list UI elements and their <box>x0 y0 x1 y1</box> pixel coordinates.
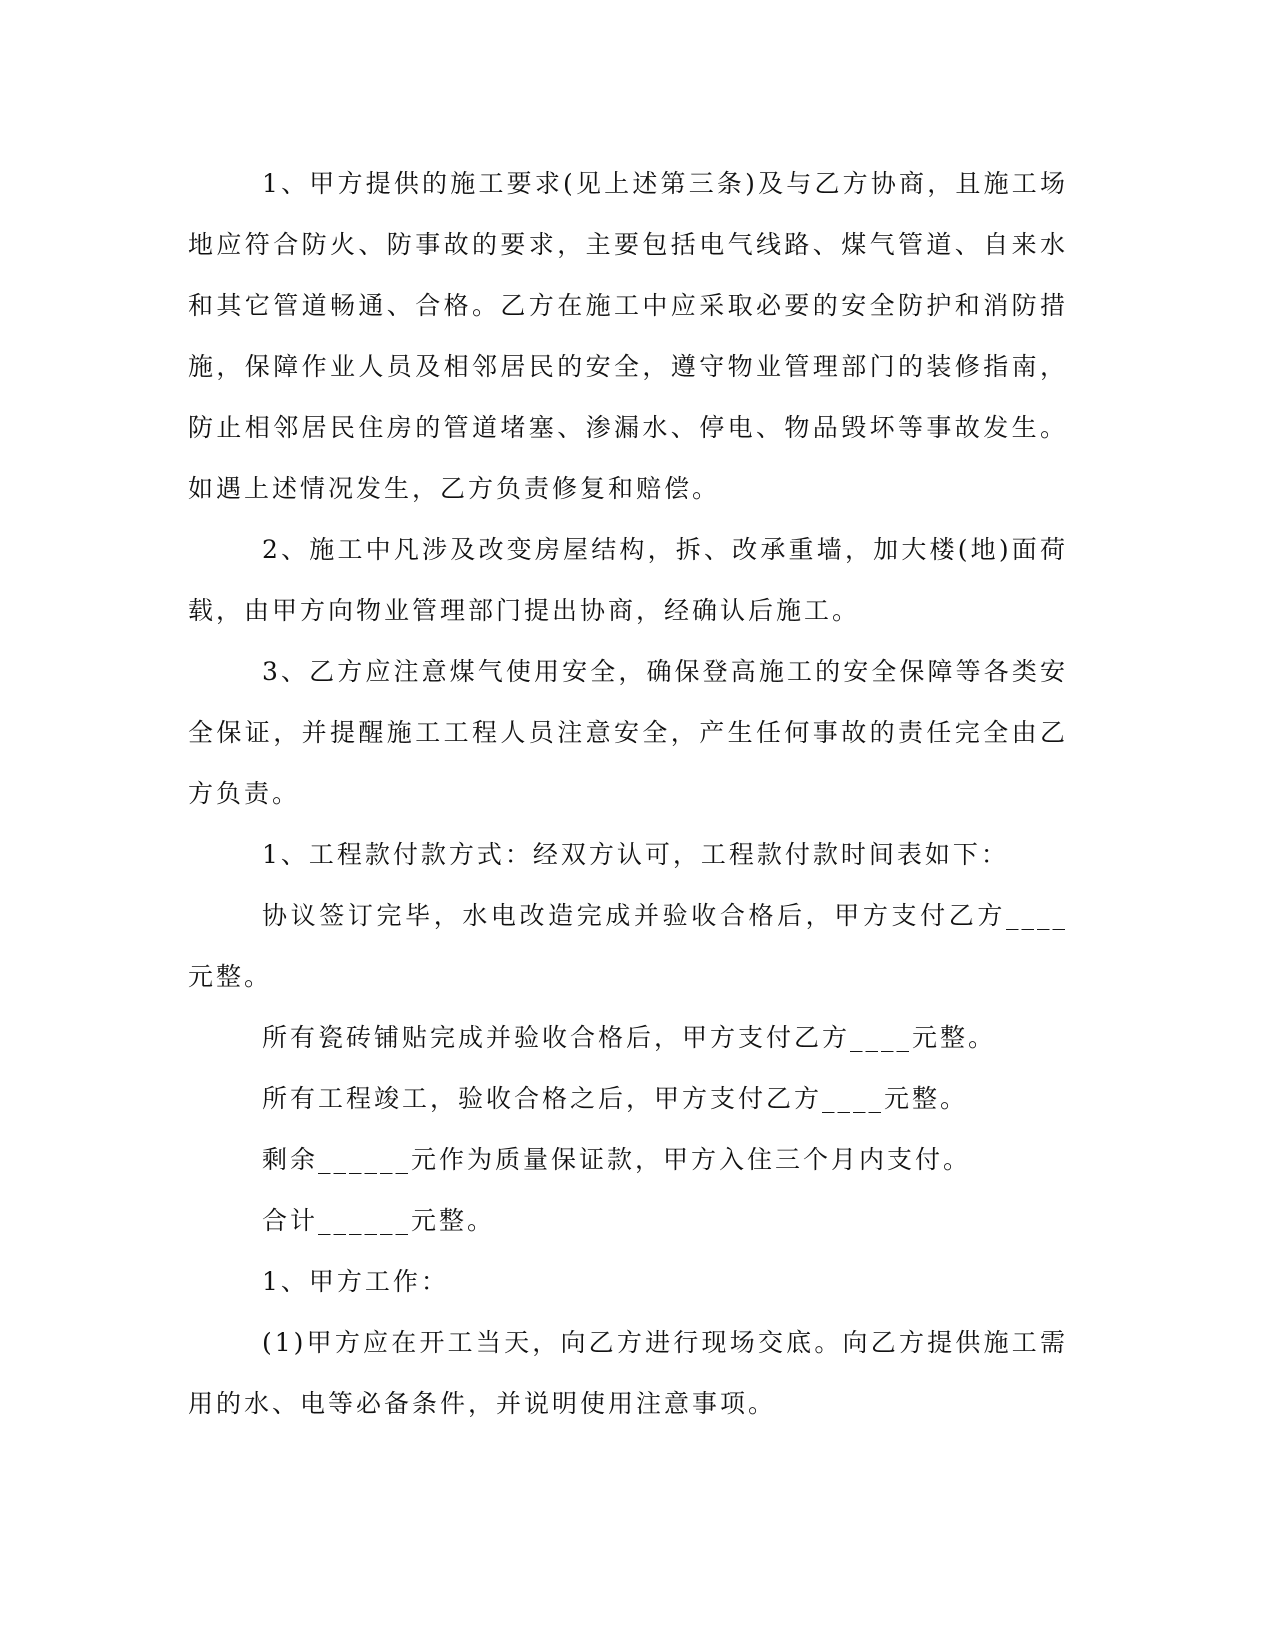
document-body <box>188 153 1068 1434</box>
paragraph-party-a-item-1: (1)甲方应在开工当天，向乙方进行现场交底。向乙方提供施工需用的水、电等必备条件，并说明使用注意事项。 <box>188 1328 1068 1418</box>
paragraph-payment-retention: 剩余______元作为质量保证款，甲方入住三个月内支付。 <box>262 1145 972 1174</box>
paragraph-payment-total: 合计______元整。 <box>262 1206 496 1235</box>
paragraph-gas-safety: 3、乙方应注意煤气使用安全，确保登高施工的安全保障等各类安全保证，并提醒施工工程人员注意安全，产生任何事故的责任完全由乙方负责。 <box>188 657 1068 808</box>
paragraph-payment-completion: 所有工程竣工，验收合格之后，甲方支付乙方____元整。 <box>262 1084 969 1113</box>
paragraph-payment-method: 1、工程款付款方式：经双方认可，工程款付款时间表如下： <box>262 840 1009 869</box>
paragraph-party-a-work: 1、甲方工作： <box>262 1267 449 1296</box>
paragraph-payment-plumbing: 协议签订完毕，水电改造完成并验收合格后，甲方支付乙方____元整。 <box>188 901 1068 991</box>
paragraph-structure-change: 2、施工中凡涉及改变房屋结构，拆、改承重墙，加大楼(地)面荷载，由甲方向物业管理部门提出协商，经确认后施工。 <box>188 535 1068 625</box>
paragraph-payment-tiling: 所有瓷砖铺贴完成并验收合格后，甲方支付乙方____元整。 <box>262 1023 997 1052</box>
paragraph-site-safety: 1、甲方提供的施工要求(见上述第三条)及与乙方协商，且施工场地应符合防火、防事故的要求，主要包括电气线路、煤气管道、自来水和其它管道畅通、合格。乙方在施工中应采取必要的安全防护和消防措施，保障作业人员及相邻居民的安全，遵守物业管理部门的装修指南，防止相邻居民住房的管道堵塞、渗漏水、停电、物品毁坏等事故发生。如遇上述情况发生，乙方负责修复和赔偿。 <box>188 169 1068 503</box>
